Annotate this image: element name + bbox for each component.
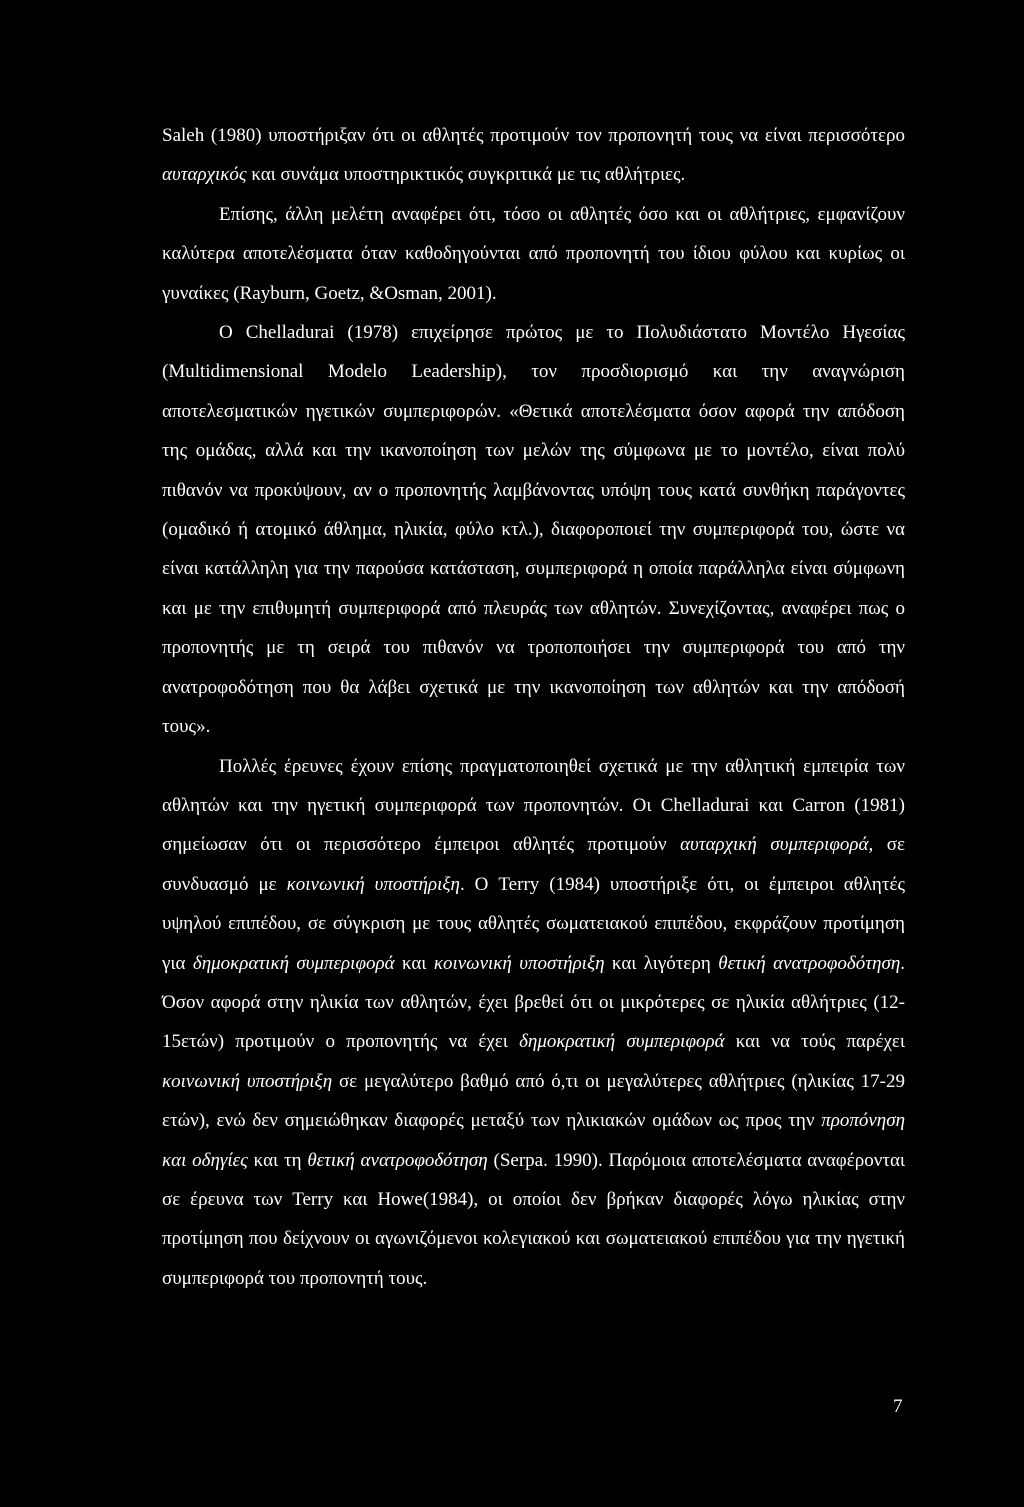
paragraph-3 [162,313,905,746]
text-segment: και συνάμα υποστηρικτικός συγκριτικά με τις αθλήτριες. [246,164,686,186]
text-segment: και λιγότερη [604,952,719,974]
body-text [162,116,905,1298]
italic-text: θετική ανατροφοδότηση [718,952,901,974]
page-number: 7 [893,1396,903,1417]
paragraph-1 [162,116,905,195]
italic-text: κοινωνική υποστήριξη [162,1070,333,1092]
text-segment: και [394,952,434,974]
italic-text: θετική ανατροφοδότηση [307,1149,488,1171]
italic-text: αυταρχικός [162,164,247,186]
italic-text: δημοκρατική συμπεριφορά [192,952,395,974]
italic-text: προπόνηση και οδηγίες [162,1110,905,1171]
text-segment: . Ο Terry (1984) υποστήριξε ότι, οι έμπειροι αθλητές υψηλού επιπέδου, σε σύγκριση με τους αθλητές σωματειακού επιπέδου, εκφράζουν προτίμηση για [162,873,905,974]
text-segment: Πολλές έρευνες έχουν επίσης πραγματοποιηθεί σχετικά με την αθλητική εμπειρία των αθλητών και την ηγετική συμπεριφορά των προπονητών. Οι Chelladurai και Carron (1981) σημείωσαν ότι οι περισσότερο έμπειροι αθλητές προτιμούν [162,755,905,856]
text-segment: σε μεγαλύτερο βαθμό από ό,τι οι μεγαλύτερες αθλήτριες (ηλικίας 17-29 ετών), ενώ δεν σημειώθηκαν διαφορές μεταξύ των ηλικιακών ομάδων ως προς την [162,1070,905,1132]
paragraph-2 [162,195,905,313]
text-segment: O Chelladurai (1978) επιχείρησε πρώτος με το Πολυδιάστατο Μοντέλο Ηγεσίας (Multidimensional Modelo Leadership), τον προσδιορισμό και την αναγνώριση αποτελεσματικών ηγετικών συμπεριφορών. «Θετικά αποτελέσματα όσον αφορά την απόδοση της ομάδας, αλλά και την ικανοποίηση των μελών της σύμφωνα με το μοντέλο, είναι πολύ πιθανόν να προκύψουν, αν ο προπονητής λαμβάνοντας υπόψη τους κατά συνθήκη παράγοντες (ομαδικό ή ατομικό άθλημα, ηλικία, φύλο κτλ.), διαφοροποιεί την συμπεριφορά του, ώστε να είναι κατάλληλη για την παρούσα κατάσταση, συμπεριφορά η οποία παράλληλα είναι σύμφωνη και με την επιθυμητή συμπεριφορά από πλευράς των αθλητών. Συνεχίζοντας, αναφέρει πως ο προπονητής με τη σειρά του πιθανόν να τροποποιήσει την συμπεριφορά του από την ανατροφοδότηση που θα λάβει σχετικά με την ικανοποίηση των αθλητών και την απόδοσή τους». [162,322,905,738]
italic-text: κοινωνική υποστήριξη [286,873,460,895]
italic-text: αυταρχική συμπεριφορά, [680,834,874,856]
text-segment: . Όσον αφορά στην ηλικία των αθλητών, έχει βρεθεί ότι οι μικρότερες σε ηλικία αθλήτριες (12-15ετών) προτιμούν ο προπονητής να έχει [162,952,905,1053]
text-segment: (Serpa. 1990). Παρόμοια αποτελέσματα αναφέρονται σε έρευνα των Terry και Howe(1984), οι οποίοι δεν βρήκαν διαφορές λόγω ηλικίας στην προτίμηση που δείχνουν οι αγωνιζόμενοι κολεγιακού και σωματειακού επιπέδου για την ηγετική συμπεριφορά του προπονητή τους. [162,1149,906,1289]
text-segment: και να τούς παρέχει [724,1031,905,1053]
text-segment: σε συνδυασμό με [162,834,905,895]
italic-text: κοινωνική υποστήριξη [433,952,605,974]
paragraph-4 [162,747,905,1299]
text-segment: και τη [247,1149,308,1171]
italic-text: δημοκρατική συμπεριφορά [519,1031,725,1053]
text-segment: Επίσης, άλλη μελέτη αναφέρει ότι, τόσο οι αθλητές όσο και οι αθλήτριες, εμφανίζουν καλύτερα αποτελέσματα όταν καθοδηγούνται από προπονητή του ίδιου φύλου και κυρίως οι γυναίκες (Rayburn, Goetz, &Osman, 2001). [162,203,905,304]
text-segment: Saleh (1980) υποστήριξαν ότι οι αθλητές προτιμούν τον προπονητή τους να είναι περισσότερο [162,125,905,146]
